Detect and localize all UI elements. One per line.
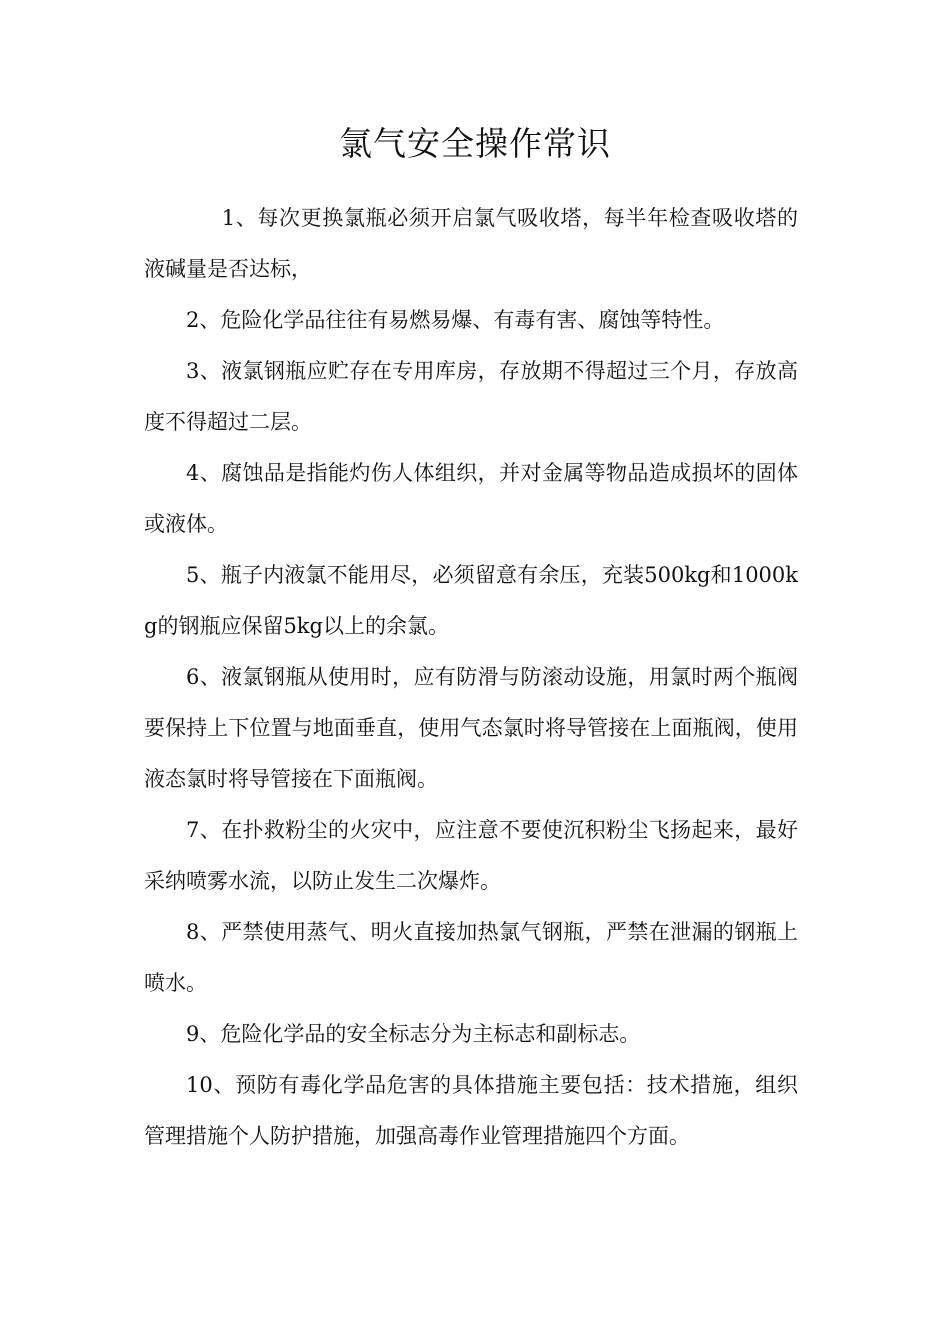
paragraph-2: 2、危险化学品往往有易燃易爆、有毒有害、腐蚀等特性。	[186, 308, 725, 332]
paragraph-10: 10、预防有毒化学品危害的具体措施主要包括：技术措施，组织管理措施个人防护措施，加强高毒作业管理措施四个方面。	[144, 1073, 798, 1148]
paragraph-9: 9、危险化学品的安全标志分为主标志和副标志。	[186, 1022, 641, 1046]
paragraph-6: 6、液氯钢瓶从使用时，应有防滑与防滚动设施，用氯时两个瓶阀要保持上下位置与地面垂直，使用气态氯时将导管接在上面瓶阀，使用液态氯时将导管接在下面瓶阀。	[144, 665, 798, 791]
paragraph-4: 4、腐蚀品是指能灼伤人体组织，并对金属等物品造成损坏的固体或液体。	[144, 461, 798, 536]
document-body	[144, 193, 798, 1162]
document-title: 氯气安全操作常识	[339, 124, 611, 163]
paragraph-3: 3、液氯钢瓶应贮存在专用库房，存放期不得超过三个月，存放高度不得超过二层。	[144, 359, 798, 434]
paragraph-7: 7、在扑救粉尘的火灾中，应注意不要使沉积粉尘飞扬起来，最好采纳喷雾水流，以防止发生二次爆炸。	[144, 818, 798, 893]
paragraph-1: 1、每次更换氯瓶必须开启氯气吸收塔，每半年检查吸收塔的液碱量是否达标，	[144, 206, 798, 281]
paragraph-5: 5、瓶子内液氯不能用尽，必须留意有余压，充装500kg和1000kg的钢瓶应保留5kg以上的余氯。	[144, 563, 798, 638]
paragraph-8: 8、严禁使用蒸气、明火直接加热氯气钢瓶，严禁在泄漏的钢瓶上喷水。	[144, 920, 798, 995]
